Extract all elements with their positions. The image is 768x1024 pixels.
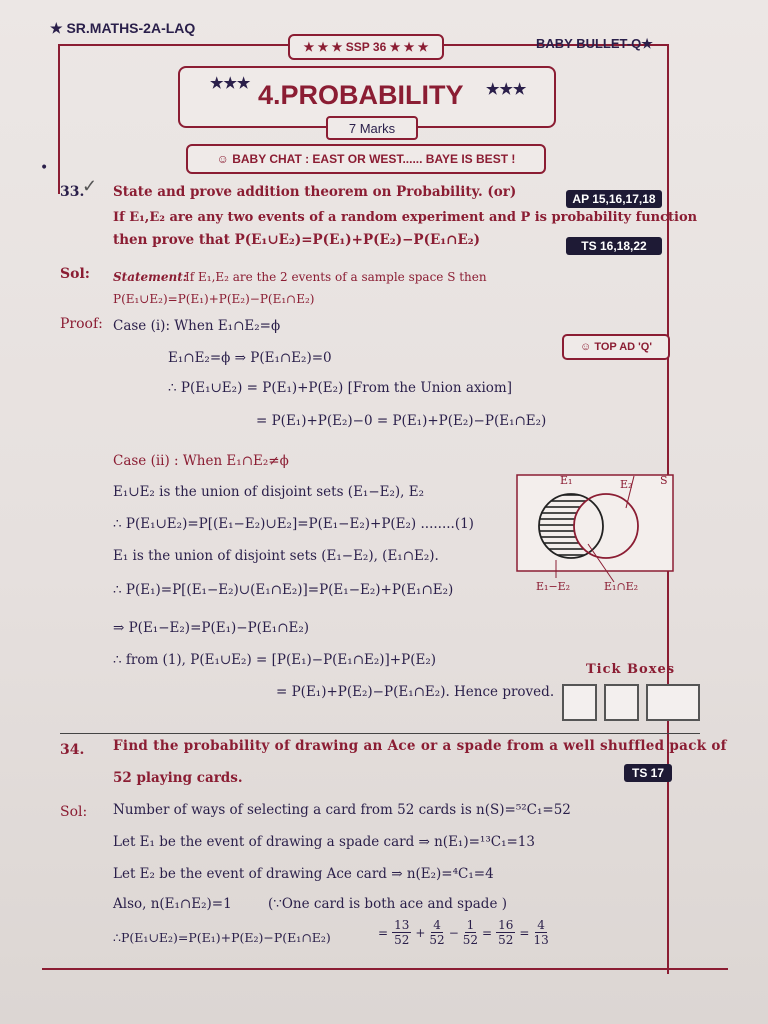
q33-question-line2: If E₁,E₂ are any two events of a random experiment and P is probability function <box>113 210 698 225</box>
q34-step2: Let E₁ be the event of drawing a spade card ⇒ n(E₁)=¹³C₁=13 <box>113 834 535 850</box>
fraction-numerator: 4 <box>433 918 441 932</box>
case2-line3: E₁ is the union of disjoint sets (E₁−E₂), (E₁∩E₂). <box>113 548 439 564</box>
fraction-numerator: 16 <box>498 918 514 932</box>
fraction-op: = <box>482 925 493 940</box>
badge-ts-17: TS 17 <box>624 764 672 782</box>
bullet-dot: • <box>40 160 49 176</box>
badge-ts-years: TS 16,18,22 <box>566 237 662 255</box>
proof-label: Proof: <box>60 316 103 332</box>
header-ssp-tag: ★ ★ ★ SSP 36 ★ ★ ★ <box>288 34 444 60</box>
case1-line2: ∴ P(E₁∪E₂) = P(E₁)+P(E₂) [From the Union axiom] <box>168 380 512 396</box>
case2-line7: = P(E₁)+P(E₂)−P(E₁∩E₂). Hence proved. <box>276 684 555 700</box>
q34-step4-reason: (∵One card is both ace and spade ) <box>268 896 507 912</box>
case1-line3: = P(E₁)+P(E₂)−0 = P(E₁)+P(E₂)−P(E₁∩E₂) <box>256 413 547 429</box>
venn-label-e1-cap-e2: E₁∩E₂ <box>604 580 639 593</box>
case2-line6: ∴ from (1), P(E₁∪E₂) = [P(E₁)−P(E₁∩E₂)]+P(E₂) <box>113 652 436 668</box>
fraction <box>429 918 444 947</box>
case1-heading: Case (i): When E₁∩E₂=ϕ <box>113 318 281 334</box>
header-series-name: BABY BULLET-Q★ <box>536 36 653 51</box>
statement-text: If E₁,E₂ are the 2 events of a sample space S then <box>185 270 487 284</box>
q34-question-line1: Find the probability of drawing an Ace or a spade from a well shuffled pack of <box>113 738 727 754</box>
header-chapter-code: ★ SR.MATHS-2A-LAQ <box>50 20 196 36</box>
fraction-denominator: 52 <box>498 933 514 947</box>
fraction-denominator: 52 <box>429 933 445 947</box>
frame-left-border <box>58 44 60 194</box>
fraction-op: − <box>448 925 459 940</box>
q33-sol-label: Sol: <box>60 266 90 282</box>
venn-label-e1-minus-e2: E₁−E₂ <box>536 580 571 593</box>
tick-box-3[interactable] <box>646 684 700 721</box>
section-divider <box>60 733 700 734</box>
tick-box-2[interactable] <box>604 684 639 721</box>
fraction <box>496 918 515 947</box>
q34-step3: Let E₂ be the event of drawing Ace card ⇒ n(E₂)=⁴C₁=4 <box>113 866 494 882</box>
fraction-denominator: 13 <box>533 933 549 947</box>
fraction-denominator: 52 <box>462 933 479 947</box>
q33-question-line3: then prove that P(E₁∪E₂)=P(E₁)+P(E₂)−P(E₁∩E₂) <box>113 232 481 248</box>
case2-line4: ∴ P(E₁)=P[(E₁−E₂)∪(E₁∩E₂)]=P(E₁−E₂)+P(E₁∩E₂) <box>113 582 454 598</box>
q34-fraction-chain <box>378 918 549 947</box>
badge-ap-years: AP 15,16,17,18 <box>566 190 662 208</box>
q34-question-line2: 52 playing cards. <box>113 770 243 786</box>
venn-label-e1: E₁ <box>560 474 573 487</box>
case2-line2: ∴ P(E₁∪E₂)=P[(E₁−E₂)∪E₂]=P(E₁−E₂)+P(E₂) ........(1) <box>113 516 474 532</box>
q34-number: 34. <box>60 742 85 758</box>
tick-boxes-label: Tick Boxes <box>586 662 676 677</box>
fraction-op: + <box>415 925 426 940</box>
case2-line5: ⇒ P(E₁−E₂)=P(E₁)−P(E₁∩E₂) <box>113 620 310 636</box>
fraction-numerator: 1 <box>466 918 475 932</box>
case2-heading: Case (ii) : When E₁∩E₂≠ϕ <box>113 453 289 469</box>
q34-sol-label: Sol: <box>60 804 88 820</box>
frame-bottom-border <box>42 968 728 970</box>
top-ad-tag: ☺ TOP AD 'Q' <box>562 334 670 360</box>
chapter-title: 4.PROBABILITY <box>258 80 464 110</box>
marks-tag: 7 Marks <box>326 116 418 140</box>
q34-step1: Number of ways of selecting a card from 52 cards is n(S)=⁵²C₁=52 <box>113 802 571 818</box>
tick-box-1[interactable] <box>562 684 597 721</box>
fraction <box>463 918 478 947</box>
venn-label-s: S <box>660 474 668 487</box>
tick-mark-icon: ✓ <box>82 176 98 197</box>
q33-number: 33. <box>60 184 85 200</box>
fraction-numerator: 4 <box>537 918 545 932</box>
fraction-denominator: 52 <box>394 933 410 947</box>
venn-label-e2: E₂ <box>620 478 633 491</box>
fraction <box>392 918 411 947</box>
venn-diagram <box>516 474 676 588</box>
fraction <box>533 918 548 947</box>
case1-line1: E₁∩E₂=ϕ ⇒ P(E₁∩E₂)=0 <box>168 350 332 366</box>
q33-question-line1: State and prove addition theorem on Probability. (or) <box>113 184 517 200</box>
q34-step4-eq: Also, n(E₁∩E₂)=1 <box>113 896 232 912</box>
fraction-op: = <box>378 925 389 940</box>
case2-line1: E₁∪E₂ is the union of disjoint sets (E₁−E₂), E₂ <box>113 484 425 500</box>
q34-step5: ∴P(E₁∪E₂)=P(E₁)+P(E₂)−P(E₁∩E₂) <box>113 930 331 945</box>
statement-label: Statement: <box>113 270 188 284</box>
title-stars-right: ★★★ <box>486 81 527 98</box>
baby-chat-banner: ☺ BABY CHAT : EAST OR WEST...... BAYE IS BEST ! <box>186 144 546 174</box>
fraction-numerator: 13 <box>394 918 410 932</box>
fraction-op: = <box>519 925 530 940</box>
statement-equation: P(E₁∪E₂)=P(E₁)+P(E₂)−P(E₁∩E₂) <box>113 292 315 306</box>
title-stars-left: ★★★ <box>210 75 251 92</box>
